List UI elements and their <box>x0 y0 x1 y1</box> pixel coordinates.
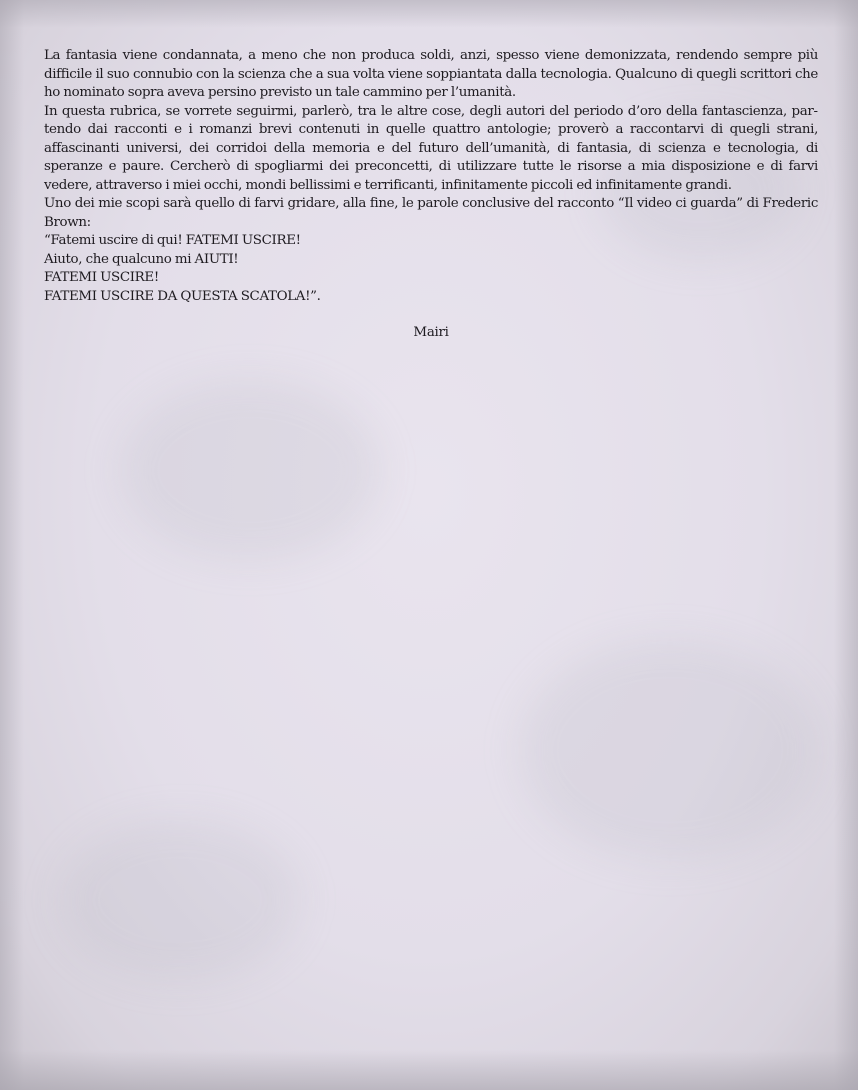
paragraph: La fantasia viene condannata, a meno che non produca soldi, anzi, spesso viene demonizzata, rendendo sempre più difficile il suo connubio con la scienza che a sua volta viene soppiantata dalla tecnologia. Qualcuno di quegli scrittori che ho nominato sopra aveva persino previsto un tale cammino per l’umanità. <box>44 48 818 100</box>
paper-stain <box>120 380 380 560</box>
article-body <box>44 47 818 306</box>
paper-edge-bottom <box>0 1050 858 1090</box>
paper-edge-top <box>0 0 858 28</box>
paper-edge-right <box>834 0 858 1090</box>
paper-stain <box>60 820 300 980</box>
paragraph: In questa rubrica, se vorrete seguirmi, parlerò, tra le altre cose, degli autori del periodo d’oro della fantascienza, partendo dai racconti e i romanzi brevi contenuti in quelle quattro antologie; proverò a raccontarvi di quegli strani, affascinanti universi, dei corridoi della memoria e del futuro dell’umanità, di fantasia, di scienza e tecnologia, di speranze e paure. Cercherò di spogliarmi dei preconcetti, di utilizzare tutte le risorse a mia disposizione e di farvi vedere, attraverso i miei occhi, mondi bellissimi e terrificanti, infinitamente piccoli ed infinitamente grandi. <box>44 103 818 193</box>
quote-line: FATEMI USCIRE DA QUESTA SCATOLA!”. <box>44 288 321 304</box>
paper-edge-left <box>0 0 24 1090</box>
author-signature: Mairi <box>413 325 449 340</box>
paragraph: Uno dei mie scopi sarà quello di farvi gridare, alla fine, le parole conclusive del racconto “Il video ci guarda” di Frederic Brown: <box>44 196 818 230</box>
quote-line: Aiuto, che qualcuno mi AIUTI! <box>44 251 239 267</box>
quote-line: “Fatemi uscire di qui! FATEMI USCIRE! <box>44 233 301 248</box>
quote-line: FATEMI USCIRE! <box>44 270 159 285</box>
paper-stain <box>520 640 820 860</box>
